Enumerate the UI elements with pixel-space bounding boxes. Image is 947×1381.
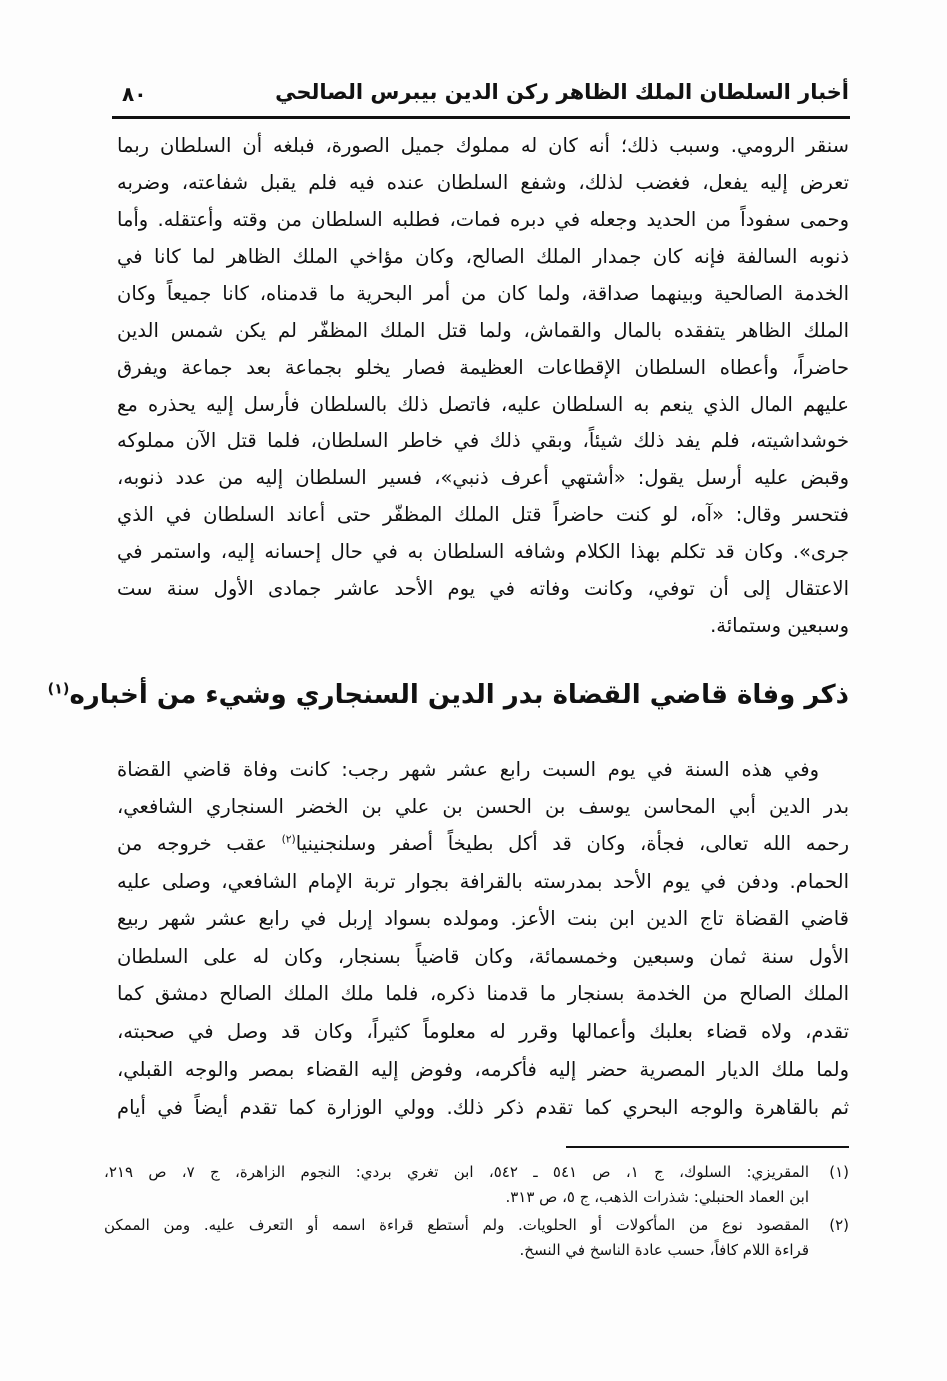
footnote-marker: (٢): [829, 1216, 849, 1234]
footnote-ref: (١): [47, 681, 70, 698]
text-line: ثم بالقاهرة والوجه البحري كما تقدم ذكر ذلك. وولي الوزارة كما تقدم أيضاً في أيام: [117, 1096, 849, 1119]
text-line: بدر الدين أبي المحاسن يوسف بن الحسن بن علي بن الخضر السنجاري الشافعي،: [117, 795, 849, 818]
footnote-line: المقصود نوع من المأكولات أو الحلويات. ولم أستطع قراءة اسمه أو التعرف عليه. ومن الممكن: [104, 1216, 809, 1234]
text-line: ولما ملك الديار المصرية حضر إليه فأكرمه، وفوض إليه القضاء بمصر والوجه القبلي،: [117, 1058, 849, 1081]
text-line: خوشداشيته، فلم يفد ذلك شيئاً، وبقي ذلك في خاطر السلطان، فلما قتل الآن مملوكه: [117, 429, 849, 452]
text-line: الاعتقال إلى أن توفي، وكانت وفاته في يوم الأحد عاشر جمادى الأول سنة ست: [117, 577, 849, 600]
text-segment: رحمه الله تعالى، فجأة، وكان قد أكل بطيخاً أصفر وسلنجنينيا: [295, 832, 849, 855]
footnote-marker: (١): [829, 1163, 849, 1181]
text-line: الملك الظاهر يتفقده بالمال والقماش، ولما قتل الملك المظفّر لم يكن شمس الدين: [117, 319, 849, 342]
text-line: عليهم المال الذي ينعم به السلطان عليه، فاتصل ذلك بالسلطان فأرسل إليه يحذره مع: [117, 393, 849, 416]
footnote-line: المقريزي: السلوك، ج ١، ص ٥٤١ ـ ٥٤٢، ابن تغري بردي: النجوم الزاهرة، ج ٧، ص ٢١٩،: [104, 1163, 810, 1181]
text-line: ذنوبه السالفة فإنه كان جمدار الملك الصالح، وكان مؤاخي الملك الظاهر لما كانا في: [117, 245, 849, 268]
text-line: سنقر الرومي. وسبب ذلك؛ أنه كان له مملوك جميل الصورة، فبلغه أن السلطان ربما: [117, 134, 849, 157]
header-rule: [112, 116, 850, 119]
text-line: فتحسر وقال: «آه، لو كنت حاضراً قتل الملك المظفّر حتى أعاند السلطان في الذي: [117, 503, 849, 526]
text-line: وفي هذه السنة في يوم السبت رابع عشر شهر رجب: كانت وفاة قاضي القضاة: [117, 758, 819, 781]
text-line: [117, 829, 849, 859]
text-line: قاضي القضاة تاج الدين ابن بنت الأعز. ومولده بسواد إربل في رابع عشر شهر ربيع: [117, 907, 849, 930]
footnote-rule: [566, 1146, 849, 1148]
text-line: الخدمة الصالحية وبينهما صداقة، ولما كان من أمر البحرية ما قدمناه، كانا جميعاً وكان: [117, 282, 849, 305]
text-line: تعرض إليه يفعل، فغضب لذلك، وشفع السلطان عنده فيه فلم يقبل شفاعته، وضربه: [117, 171, 849, 194]
text-line: وقبض عليه أرسل يقول: «أشتهي أعرف ذنبي»، فسير السلطان إليه من عدد ذنوبه،: [117, 466, 849, 489]
text-line: حاضراً، وأعطاه السلطان الإقطاعات العظيمة فصار يخلو بجماعة بعد جماعة ويفرق: [117, 356, 849, 379]
text-line: الأول سنة ثمان وسبعين وخمسمائة، وكان قاضياً بسنجار، وكان له على السلطان: [117, 945, 849, 968]
heading-text: ذكر وفاة قاضي القضاة بدر الدين السنجاري وشيء من أخباره: [69, 680, 849, 710]
footnote-line: قراءة اللام كافاً، حسب عادة الناسخ في النسخ.: [519, 1241, 809, 1259]
footnote-line: ابن العماد الحنبلي: شذرات الذهب، ج ٥، ص ٣١٣.: [505, 1188, 809, 1206]
page-number: ٨٠: [122, 82, 147, 106]
text-line: جرى». وكان قد تكلم بهذا الكلام وشافه السلطان به في حال إحسانه إليه، واستمر في: [117, 540, 849, 563]
text-line: الحمام. ودفن في يوم الأحد بمدرسته بالقرافة بجوار تربة الإمام الشافعي، وصلى عليه: [117, 870, 849, 893]
text-line: الملك الصالح من الخدمة بسنجار ما قدمنا ذكره، فلما ملك الملك الصالح دمشق كما: [117, 982, 849, 1005]
text-segment: عقب خروجه من: [117, 832, 282, 855]
text-line: تقدم، ولاه قضاء بعلبك وأعمالها وقرر له معلوماً كثيراً، وكان قد وصل في صحبته،: [117, 1020, 849, 1043]
footnote-ref: (٢): [281, 832, 296, 846]
running-header-title: أخبار السلطان الملك الظاهر ركن الدين بيبرس الصالحي: [275, 80, 849, 104]
text-line: وسبعين وستمائة.: [710, 614, 849, 637]
text-line: وحمى سفوداً من الحديد وجعله في دبره فمات، فطلبه السلطان من وقته وأعتقله. وأما: [117, 208, 849, 231]
section-heading: [47, 680, 849, 710]
